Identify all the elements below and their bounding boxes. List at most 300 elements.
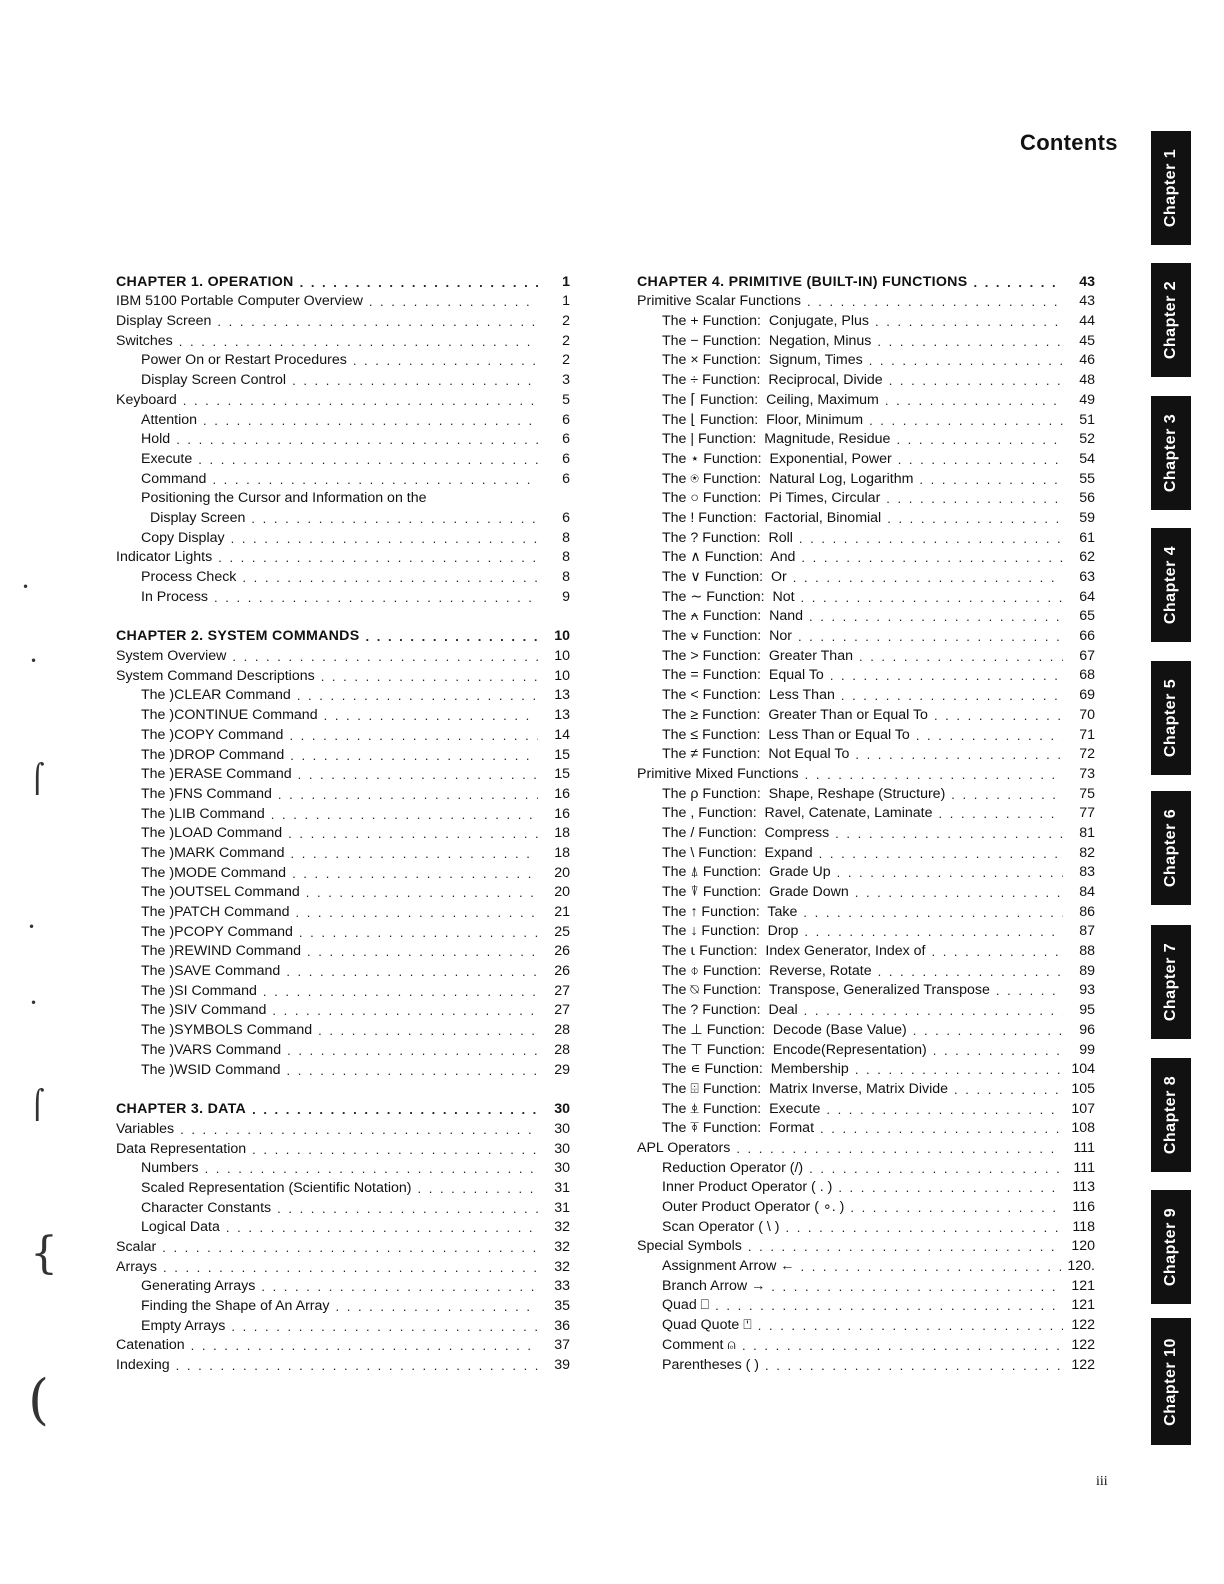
toc-entry[interactable] [116, 586, 570, 606]
chapter-tab-label: Chapter 4 [1162, 545, 1180, 625]
toc-entry[interactable] [116, 1315, 570, 1335]
toc-entry[interactable] [116, 1158, 570, 1178]
toc-entry-title: The ÷ Function: Reciprocal, Divide [662, 372, 883, 389]
toc-entry[interactable] [637, 1216, 1095, 1236]
toc-entry-title: The < Function: Less Than [662, 687, 835, 704]
toc-entry[interactable] [116, 1138, 570, 1158]
toc-page-number: 59 [1079, 509, 1095, 526]
toc-page-number: 65 [1079, 608, 1095, 625]
toc-entry[interactable] [637, 1255, 1095, 1275]
dot-leader [318, 1022, 538, 1039]
dot-leader [324, 707, 538, 724]
toc-entry[interactable] [116, 783, 570, 803]
dot-leader [163, 1259, 538, 1276]
toc-entry-title: The / Function: Compress [662, 824, 830, 841]
toc-entry[interactable] [116, 1236, 570, 1256]
toc-entry-title: Quad ⎕ [662, 1297, 710, 1314]
toc-entry[interactable] [116, 901, 570, 921]
toc-page-number: 113 [1072, 1179, 1095, 1196]
toc-entry[interactable] [116, 1217, 570, 1237]
toc-entry[interactable] [637, 1157, 1095, 1177]
dot-leader [913, 1022, 1063, 1039]
toc-entry[interactable] [637, 999, 1095, 1019]
dot-leader [292, 865, 538, 882]
dot-leader [292, 372, 538, 389]
toc-page-number: 51 [1079, 411, 1095, 428]
dot-leader [176, 431, 538, 448]
dot-leader [785, 1219, 1063, 1236]
toc-page-number: 69 [1079, 687, 1095, 704]
toc-entry[interactable] [637, 1137, 1095, 1157]
toc-entry[interactable] [637, 310, 1095, 330]
dot-leader [765, 1357, 1063, 1374]
toc-chapter-heading[interactable] [116, 1099, 570, 1119]
toc-entry[interactable] [116, 409, 570, 429]
toc-entry-title: Command [141, 470, 207, 487]
toc-page-number: 63 [1079, 569, 1095, 585]
toc-entry[interactable] [116, 1177, 570, 1197]
dot-leader [418, 1180, 539, 1197]
toc-page-number: 31 [554, 1199, 570, 1216]
toc-page-number: 72 [1079, 746, 1095, 763]
dot-leader [875, 313, 1063, 330]
toc-page-number: 35 [554, 1298, 570, 1315]
toc-entry-title: Branch Arrow → [662, 1277, 766, 1294]
toc-entry-title: The ⋆ Function: Exponential, Power [662, 450, 892, 467]
toc-page-number: 18 [554, 825, 570, 842]
page-number: iii [1096, 1474, 1108, 1489]
toc-entry[interactable] [116, 468, 570, 488]
chapter-tab-8[interactable] [1151, 1058, 1191, 1172]
toc-page-number: 2 [562, 332, 570, 349]
toc-page-number: 75 [1079, 785, 1095, 802]
dot-leader [835, 825, 1063, 842]
dot-leader [300, 274, 538, 291]
toc-entry[interactable] [116, 566, 570, 586]
toc-chapter-heading[interactable] [637, 271, 1095, 291]
dot-leader [809, 608, 1063, 625]
toc-entry[interactable] [116, 527, 570, 547]
toc-entry-title: The ∧ Function: And [662, 549, 796, 566]
chapter-tab-label: Chapter 2 [1162, 280, 1180, 360]
toc-entry[interactable] [116, 1335, 570, 1355]
toc-entry[interactable] [637, 1334, 1095, 1354]
chapter-tab-2[interactable] [1151, 263, 1191, 377]
toc-entry[interactable] [637, 369, 1095, 389]
dot-leader [838, 1179, 1063, 1196]
toc-entry[interactable] [116, 1276, 570, 1296]
toc-entry[interactable] [116, 1256, 570, 1276]
toc-entry[interactable] [637, 704, 1095, 724]
toc-entry[interactable] [116, 842, 570, 862]
dot-leader [176, 1357, 538, 1374]
toc-entry[interactable] [637, 881, 1095, 901]
toc-entry[interactable] [116, 291, 570, 311]
dot-leader [272, 1002, 538, 1019]
toc-page-number: 6 [562, 509, 570, 526]
toc-entry[interactable] [637, 940, 1095, 960]
toc-entry[interactable] [637, 1196, 1095, 1216]
dot-leader [954, 1081, 1063, 1098]
toc-entry[interactable] [637, 625, 1095, 645]
toc-entry-title: Special Symbols [637, 1238, 742, 1255]
toc-entry[interactable] [116, 1354, 570, 1374]
toc-entry[interactable] [116, 1118, 570, 1138]
dot-leader [295, 904, 538, 921]
dot-leader [336, 1298, 538, 1315]
toc-entry[interactable] [637, 1354, 1095, 1374]
dot-leader [934, 707, 1063, 724]
dot-leader [307, 943, 538, 960]
toc-page-number: 86 [1079, 903, 1095, 920]
toc-page-number: 48 [1079, 372, 1095, 389]
toc-entry-title: The ∨ Function: Or [662, 569, 787, 585]
toc-entry[interactable] [637, 350, 1095, 370]
dot-leader [855, 884, 1063, 901]
dot-leader [366, 628, 539, 645]
toc-page-number: 111 [1073, 1159, 1095, 1176]
toc-entry[interactable] [116, 1000, 570, 1020]
dot-leader [353, 352, 538, 369]
chapter-tab-1[interactable] [1151, 131, 1191, 245]
toc-entry[interactable] [637, 783, 1095, 803]
toc-page-number: 1 [562, 293, 570, 310]
toc-entry[interactable] [116, 310, 570, 330]
dot-leader [252, 1101, 538, 1118]
toc-page-number: 89 [1079, 962, 1095, 979]
dot-leader [809, 1160, 1063, 1177]
toc-page-number: 3 [562, 372, 570, 389]
dot-leader [287, 1062, 538, 1079]
dot-leader [297, 687, 538, 704]
dot-leader [369, 293, 538, 310]
toc-entry[interactable] [116, 448, 570, 468]
toc-entry[interactable] [637, 1098, 1095, 1118]
toc-entry[interactable] [116, 1059, 570, 1079]
toc-entry[interactable] [637, 547, 1095, 567]
toc-entry-title: Logical Data [141, 1219, 220, 1236]
chapter-tab-label: Chapter 8 [1162, 1075, 1180, 1155]
toc-entry[interactable] [116, 507, 570, 527]
toc-chapter-heading[interactable] [116, 271, 570, 291]
toc-page-number: 13 [554, 707, 570, 724]
dot-leader [878, 963, 1063, 980]
dot-leader [198, 451, 538, 468]
dot-leader [805, 766, 1063, 783]
toc-entry[interactable] [637, 1236, 1095, 1256]
toc-entry-title: The )CLEAR Command [141, 687, 291, 704]
dot-leader [973, 274, 1063, 291]
toc-entry-title: Character Constants [141, 1199, 272, 1216]
dot-leader [931, 943, 1063, 960]
toc-page-number: 96 [1079, 1021, 1095, 1038]
toc-entry[interactable] [637, 1275, 1095, 1295]
dot-leader [801, 589, 1063, 606]
toc-entry[interactable] [637, 606, 1095, 626]
chapter-tab-9[interactable] [1151, 1190, 1191, 1304]
dot-leader [798, 628, 1063, 645]
toc-entry[interactable] [637, 822, 1095, 842]
toc-entry[interactable] [116, 1295, 570, 1315]
toc-entry[interactable] [637, 1118, 1095, 1138]
toc-entry[interactable] [116, 823, 570, 843]
toc-entry-title: The , Function: Ravel, Catenate, Laminate [662, 805, 933, 822]
toc-entry-title: The ⍲ Function: Nand [662, 608, 804, 625]
toc-entry[interactable] [637, 980, 1095, 1000]
toc-entry[interactable] [637, 429, 1095, 449]
dot-leader [855, 746, 1063, 763]
scan-mark: • [28, 920, 36, 934]
toc-page-number: 45 [1079, 332, 1095, 349]
chapter-tab-label: Chapter 10 [1162, 1337, 1180, 1426]
toc-entry[interactable] [637, 921, 1095, 941]
dot-leader [321, 668, 538, 685]
toc-entry-title: The ↓ Function: Drop [662, 923, 799, 940]
dot-leader [288, 825, 538, 842]
dot-leader [869, 352, 1063, 369]
dot-leader [919, 471, 1063, 488]
dot-leader [261, 1278, 538, 1295]
chapter-tab-10[interactable] [1151, 1318, 1191, 1445]
dot-leader [837, 864, 1063, 881]
toc-entry-title: Display Screen [150, 509, 246, 526]
toc-page-number: 83 [1079, 864, 1095, 881]
toc-page-number: 30 [554, 1120, 570, 1137]
toc-page-number: 5 [562, 391, 570, 408]
toc-entry-title: The ⊥ Function: Decode (Base Value) [662, 1021, 907, 1038]
dot-leader [191, 1337, 538, 1354]
toc-page-number: 14 [554, 726, 570, 743]
toc-page-number: 8 [562, 569, 570, 585]
toc-entry-title: Execute [141, 450, 193, 467]
toc-page-number: 87 [1079, 923, 1095, 940]
toc-entry-title: The ? Function: Roll [662, 529, 793, 546]
toc-page-number: 61 [1079, 529, 1095, 546]
toc-entry[interactable] [116, 369, 570, 389]
toc-entry[interactable] [637, 330, 1095, 350]
toc-entry[interactable] [637, 409, 1095, 429]
toc-entry[interactable] [116, 921, 570, 941]
toc-entry-title: The + Function: Conjugate, Plus [662, 313, 870, 330]
toc-entry[interactable] [637, 527, 1095, 547]
toc-entry-title: Variables [116, 1120, 175, 1137]
toc-page-number: 6 [562, 470, 570, 487]
toc-entry[interactable] [116, 764, 570, 784]
chapter-tab-label: Chapter 3 [1162, 413, 1180, 493]
dot-leader [804, 923, 1063, 940]
toc-entry[interactable] [637, 1059, 1095, 1079]
section-gap [116, 606, 570, 626]
toc-entry[interactable] [637, 1039, 1095, 1059]
toc-page-number: 27 [554, 982, 570, 999]
toc-entry-title: Outer Product Operator ( ∘. ) [662, 1199, 845, 1215]
toc-entry[interactable] [637, 901, 1095, 921]
toc-entry[interactable] [116, 803, 570, 823]
toc-entry-title: The \ Function: Expand [662, 844, 813, 861]
chapter-tab-label: Chapter 5 [1162, 678, 1180, 758]
toc-entry-title: The ≥ Function: Greater Than or Equal To [662, 706, 928, 723]
toc-page-number: 73 [1079, 765, 1095, 782]
toc-entry[interactable] [116, 330, 570, 350]
toc-entry[interactable] [116, 941, 570, 961]
toc-entry[interactable] [637, 842, 1095, 862]
toc-page-number: 9 [562, 588, 570, 605]
toc-entry[interactable] [637, 507, 1095, 527]
toc-entry-title: The )COPY Command [141, 726, 284, 743]
scan-mark: ⌠ [30, 1088, 45, 1121]
toc-entry[interactable] [637, 1314, 1095, 1334]
toc-page-number: 52 [1079, 431, 1095, 448]
toc-entry[interactable] [116, 980, 570, 1000]
toc-page-number: 70 [1079, 706, 1095, 723]
toc-entry[interactable] [116, 429, 570, 449]
toc-page-number: 88 [1079, 943, 1095, 960]
toc-entry[interactable] [637, 1078, 1095, 1098]
chapter-tab-5[interactable] [1151, 661, 1191, 775]
chapter-tab-label: Chapter 6 [1162, 808, 1180, 888]
dot-leader [889, 372, 1063, 389]
scan-mark: ⌠ [30, 762, 45, 795]
toc-entry[interactable] [637, 1019, 1095, 1039]
scan-mark: • [30, 996, 38, 1010]
toc-entry[interactable] [116, 645, 570, 665]
toc-page-number: 120. [1067, 1258, 1095, 1275]
toc-entry-title: The ? Function: Deal [662, 1002, 798, 1019]
toc-entry[interactable] [637, 586, 1095, 606]
toc-entry-title: System Overview [116, 648, 227, 665]
toc-entry[interactable] [116, 665, 570, 685]
toc-entry-title: The )FNS Command [141, 785, 272, 802]
toc-entry-title: The )SIV Command [141, 1002, 267, 1019]
toc-entry-title: The ⍕ Function: Format [662, 1120, 815, 1137]
toc-page-number: 122 [1071, 1336, 1095, 1353]
toc-entry-title: The )CONTINUE Command [141, 707, 318, 724]
chapter-tab-7[interactable] [1151, 925, 1191, 1039]
toc-entry[interactable] [637, 862, 1095, 882]
toc-page-number: 2 [562, 313, 570, 330]
toc-entry-title: The ⊤ Function: Encode(Representation) [662, 1041, 927, 1058]
toc-page-number: 30 [554, 1140, 570, 1157]
toc-entry-title: Scalar [116, 1239, 157, 1255]
toc-entry[interactable] [637, 389, 1095, 409]
toc-page-number: 15 [554, 766, 570, 783]
chapter-tab-6[interactable] [1151, 791, 1191, 905]
toc-entry[interactable] [116, 704, 570, 724]
toc-page-number: 107 [1071, 1100, 1095, 1117]
toc-entry-title: Inner Product Operator ( . ) [662, 1179, 833, 1196]
dot-leader [859, 648, 1063, 665]
toc-entry-title: CHAPTER 2. SYSTEM COMMANDS [116, 628, 360, 645]
toc-entry-title: The ⍳ Function: Index Generator, Index of [662, 943, 926, 960]
toc-page-number: 44 [1079, 313, 1095, 330]
chapter-tab-3[interactable] [1151, 396, 1191, 510]
dot-leader [217, 313, 538, 330]
dot-leader [287, 1042, 538, 1059]
toc-entry[interactable] [116, 1019, 570, 1039]
toc-entry[interactable] [637, 468, 1095, 488]
toc-page-number: 64 [1079, 588, 1095, 605]
dot-leader [290, 747, 538, 764]
toc-entry[interactable] [637, 448, 1095, 468]
toc-entry-title: The )LIB Command [141, 805, 265, 822]
toc-entry-title: Positioning the Cursor and Information on the [141, 490, 427, 507]
toc-page-number: 56 [1079, 490, 1095, 507]
toc-page-number: 31 [554, 1179, 570, 1196]
dot-leader [183, 392, 538, 409]
toc-entry[interactable] [116, 547, 570, 567]
toc-page-number: 95 [1079, 1002, 1095, 1019]
toc-entry[interactable] [637, 763, 1095, 783]
toc-entry[interactable] [637, 960, 1095, 980]
toc-entry[interactable] [116, 685, 570, 705]
toc-entry[interactable] [637, 665, 1095, 685]
toc-entry[interactable] [116, 1197, 570, 1217]
toc-entry-title: The )PCOPY Command [141, 923, 293, 940]
dot-leader [277, 1200, 538, 1217]
toc-entry-title: CHAPTER 1. OPERATION [116, 273, 294, 290]
toc-entry-title: Indexing [116, 1357, 170, 1374]
toc-page-number: 120 [1071, 1238, 1095, 1255]
dot-leader [242, 569, 538, 586]
dot-leader [886, 490, 1063, 507]
toc-entry[interactable] [637, 291, 1095, 311]
dot-leader [299, 924, 538, 941]
toc-page-number: 26 [554, 943, 570, 960]
toc-entry[interactable] [637, 684, 1095, 704]
dot-leader [898, 451, 1063, 468]
toc-entry[interactable] [637, 1177, 1095, 1197]
dot-leader [939, 805, 1064, 822]
toc-entry[interactable] [637, 566, 1095, 586]
toc-entry-title: The ↑ Function: Take [662, 903, 798, 920]
toc-page-number: 99 [1079, 1041, 1095, 1058]
chapter-tab-4[interactable] [1151, 528, 1191, 642]
toc-entry[interactable] [116, 350, 570, 370]
toc-page-number: 33 [554, 1278, 570, 1295]
toc-entry[interactable] [116, 882, 570, 902]
toc-page-number: 77 [1079, 805, 1095, 822]
toc-entry-title: The )PATCH Command [141, 904, 290, 920]
dot-leader [180, 1121, 538, 1138]
toc-page-number: 105 [1071, 1080, 1095, 1097]
toc-entry-title: Copy Display [141, 529, 225, 546]
toc-entry[interactable] [637, 1295, 1095, 1315]
dot-leader [793, 569, 1063, 586]
toc-entry-title: The )LOAD Command [141, 825, 283, 842]
dot-leader [887, 510, 1063, 527]
toc-entry[interactable] [116, 862, 570, 882]
toc-entry[interactable] [637, 803, 1095, 823]
toc-entry-title: The )VARS Command [141, 1041, 282, 1058]
toc-entry[interactable] [637, 645, 1095, 665]
toc-entry[interactable] [637, 724, 1095, 744]
toc-entry-title: Assignment Arrow ← [662, 1258, 795, 1275]
toc-page-number: 43 [1079, 273, 1095, 290]
toc-entry[interactable] [637, 744, 1095, 764]
dot-leader [841, 687, 1063, 704]
toc-entry[interactable] [116, 744, 570, 764]
dot-leader [289, 727, 538, 744]
toc-entry[interactable] [116, 960, 570, 980]
toc-entry[interactable] [637, 488, 1095, 508]
toc-entry-title: Empty Arrays [141, 1317, 226, 1334]
toc-entry[interactable] [116, 488, 570, 508]
toc-entry[interactable] [116, 1039, 570, 1059]
toc-chapter-heading[interactable] [116, 626, 570, 646]
page-title: Contents [1020, 130, 1118, 155]
toc-entry[interactable] [116, 724, 570, 744]
toc-entry[interactable] [116, 389, 570, 409]
